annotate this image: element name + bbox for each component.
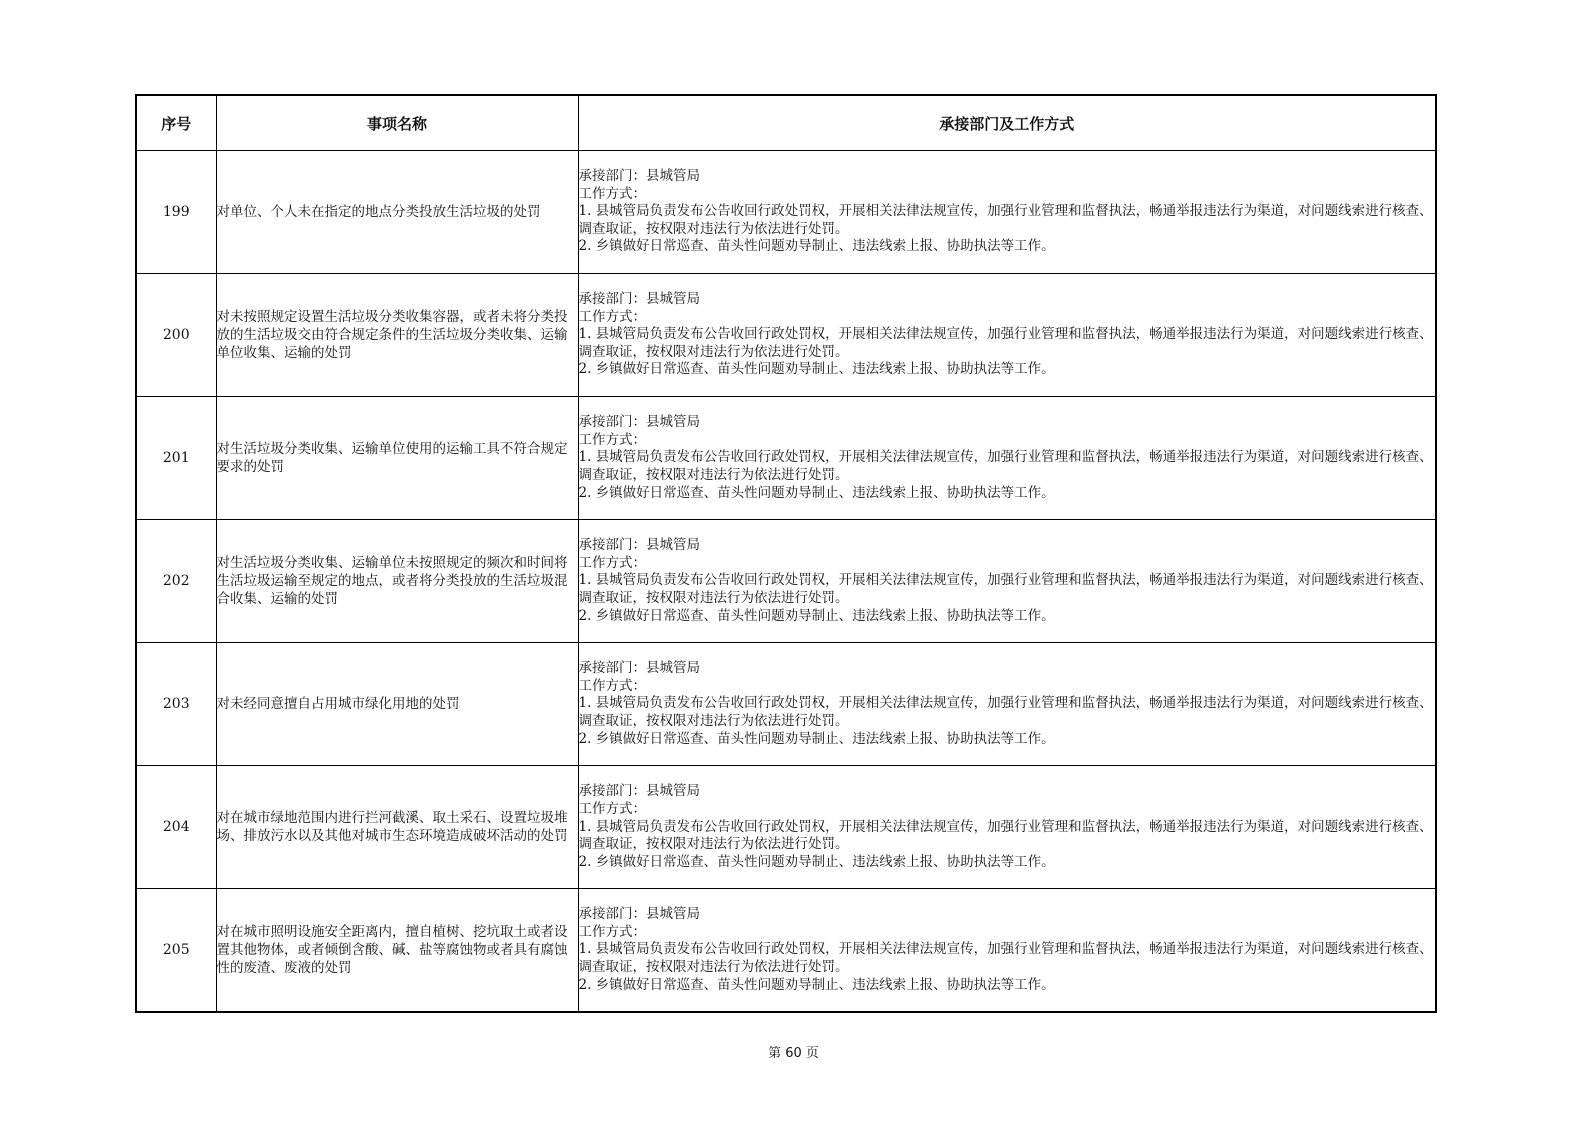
dept-line: 工作方式： [578, 923, 646, 940]
dept-line: 2. 乡镇做好日常巡查、苗头性问题劝导制止、违法线索上报、协助执法等工作。 [578, 607, 1055, 624]
matters-table [135, 94, 1437, 1013]
dept-line: 承接部门：县城管局 [578, 783, 700, 800]
dept-line: 承接部门：县城管局 [578, 291, 700, 308]
row-name: 对未按照规定设置生活垃圾分类收集容器，或者未将分类投放的生活垃圾交由符合规定条件的生活垃圾分类收集、运输单位收集、运输的处罚 [216, 274, 578, 397]
row-name: 对在城市照明设施安全距离内，擅自植树、挖坑取土或者设置其他物体，或者倾倒含酸、碱、盐等腐蚀物或者具有腐蚀性的废渣、废液的处罚 [216, 889, 578, 1012]
dept-line: 工作方式： [578, 554, 646, 571]
dept-line: 承接部门：县城管局 [578, 906, 700, 923]
dept-line: 承接部门：县城管局 [578, 537, 700, 554]
dept-line: 2. 乡镇做好日常巡查、苗头性问题劝导制止、违法线索上报、协助执法等工作。 [578, 238, 1055, 255]
row-name: 对未经同意擅自占用城市绿化用地的处罚 [216, 643, 578, 766]
row-name: 对在城市绿地范围内进行拦河截溪、取土采石、设置垃圾堆场、排放污水以及其他对城市生态环境造成破坏活动的处罚 [216, 766, 578, 889]
dept-line: 1. 县城管局负责发布公告收回行政处罚权，开展相关法律法规宣传，加强行业管理和监督执法，畅通举报违法行为渠道，对问题线索进行核查、调查取证，按权限对违法行为依法进行处罚。 [578, 449, 1433, 483]
dept-line: 1. 县城管局负责发布公告收回行政处罚权，开展相关法律法规宣传，加强行业管理和监督执法，畅通举报违法行为渠道，对问题线索进行核查、调查取证，按权限对违法行为依法进行处罚。 [578, 695, 1433, 730]
row-dept [578, 643, 1436, 766]
table-row [136, 889, 1436, 1012]
row-dept [578, 766, 1436, 889]
dept-line: 2. 乡镇做好日常巡查、苗头性问题劝导制止、违法线索上报、协助执法等工作。 [578, 853, 1055, 870]
row-name: 对单位、个人未在指定的地点分类投放生活垃圾的处罚 [216, 151, 578, 274]
table-row [136, 274, 1436, 397]
dept-line: 1. 县城管局负责发布公告收回行政处罚权，开展相关法律法规宣传，加强行业管理和监督执法，畅通举报违法行为渠道，对问题线索进行核查、调查取证，按权限对违法行为依法进行处罚。 [578, 572, 1433, 607]
row-name: 对生活垃圾分类收集、运输单位未按照规定的频次和时间将生活垃圾运输至规定的地点，或者将分类投放的生活垃圾混合收集、运输的处罚 [216, 520, 578, 643]
dept-line: 2. 乡镇做好日常巡查、苗头性问题劝导制止、违法线索上报、协助执法等工作。 [578, 484, 1055, 501]
table-row [136, 520, 1436, 643]
row-name: 对生活垃圾分类收集、运输单位使用的运输工具不符合规定要求的处罚 [216, 397, 578, 520]
row-dept [578, 397, 1436, 520]
dept-line: 1. 县城管局负责发布公告收回行政处罚权，开展相关法律法规宣传，加强行业管理和监督执法，畅通举报违法行为渠道，对问题线索进行核查、调查取证，按权限对违法行为依法进行处罚。 [578, 326, 1433, 360]
row-dept [578, 274, 1436, 397]
row-num: 201 [136, 397, 216, 520]
dept-line: 2. 乡镇做好日常巡查、苗头性问题劝导制止、违法线索上报、协助执法等工作。 [578, 361, 1055, 378]
header-dept: 承接部门及工作方式 [578, 95, 1436, 151]
table-row [136, 151, 1436, 274]
dept-line: 2. 乡镇做好日常巡查、苗头性问题劝导制止、违法线索上报、协助执法等工作。 [578, 730, 1055, 747]
dept-line: 工作方式： [578, 308, 646, 325]
dept-line: 1. 县城管局负责发布公告收回行政处罚权，开展相关法律法规宣传，加强行业管理和监督执法，畅通举报违法行为渠道，对问题线索进行核查、调查取证，按权限对违法行为依法进行处罚。 [578, 818, 1433, 853]
table-header-row [136, 95, 1436, 151]
row-num: 202 [136, 520, 216, 643]
table-row [136, 643, 1436, 766]
row-dept [578, 520, 1436, 643]
dept-line: 工作方式： [578, 185, 646, 202]
row-dept [578, 151, 1436, 274]
row-dept [578, 889, 1436, 1012]
page-number: 第 60 页 [768, 1046, 819, 1061]
dept-line: 工作方式： [578, 431, 646, 448]
row-num: 203 [136, 643, 216, 766]
table-row [136, 397, 1436, 520]
row-num: 199 [136, 151, 216, 274]
dept-line: 承接部门：县城管局 [578, 168, 700, 185]
row-num: 200 [136, 274, 216, 397]
dept-line: 工作方式： [578, 677, 646, 694]
header-num: 序号 [136, 95, 216, 151]
dept-line: 2. 乡镇做好日常巡查、苗头性问题劝导制止、违法线索上报、协助执法等工作。 [578, 976, 1055, 993]
dept-line: 1. 县城管局负责发布公告收回行政处罚权，开展相关法律法规宣传，加强行业管理和监督执法，畅通举报违法行为渠道，对问题线索进行核查、调查取证，按权限对违法行为依法进行处罚。 [578, 203, 1433, 237]
header-name: 事项名称 [216, 95, 578, 151]
dept-line: 承接部门：县城管局 [578, 414, 700, 431]
table-row [136, 766, 1436, 889]
row-num: 204 [136, 766, 216, 889]
dept-line: 承接部门：县城管局 [578, 660, 700, 677]
dept-line: 1. 县城管局负责发布公告收回行政处罚权，开展相关法律法规宣传，加强行业管理和监督执法，畅通举报违法行为渠道，对问题线索进行核查、调查取证，按权限对违法行为依法进行处罚。 [578, 941, 1433, 975]
dept-line: 工作方式： [578, 800, 646, 817]
row-num: 205 [136, 889, 216, 1012]
